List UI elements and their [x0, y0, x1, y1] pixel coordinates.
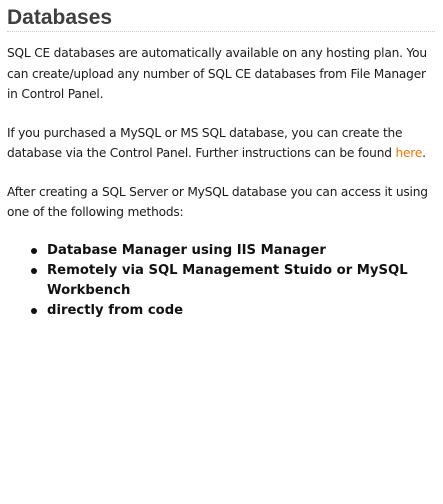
paragraph-purchase — [7, 123, 435, 164]
list-item — [31, 261, 435, 301]
page-title: Databases — [7, 6, 435, 32]
paragraph-access: After creating a SQL Server or MySQL database you can access it using one of the following methods: — [7, 184, 428, 219]
list-item-label: directly from code — [47, 302, 184, 318]
bullet-icon — [31, 308, 37, 314]
bullet-icon — [31, 248, 37, 254]
list-item — [31, 241, 435, 261]
paragraph-sql-ce: SQL CE databases are automatically available on any hosting plan. You can create/upload any number of SQL CE databases from File Manager in Control Panel. — [7, 46, 427, 101]
bullet-icon — [31, 268, 37, 274]
paragraph-purchase-text: If you purchased a MySQL or MS SQL database, you can create the database via the Control Panel. Further instructions can be found — [7, 125, 403, 160]
here-link[interactable]: here — [395, 146, 423, 160]
list-item-label: Remotely via SQL Management Stuido or MySQL Workbench — [47, 262, 408, 298]
list-item-label: Database Manager using IIS Manager — [47, 242, 326, 258]
paragraph-purchase-end: . — [422, 146, 426, 160]
list-item — [31, 301, 435, 321]
methods-list — [7, 241, 435, 321]
